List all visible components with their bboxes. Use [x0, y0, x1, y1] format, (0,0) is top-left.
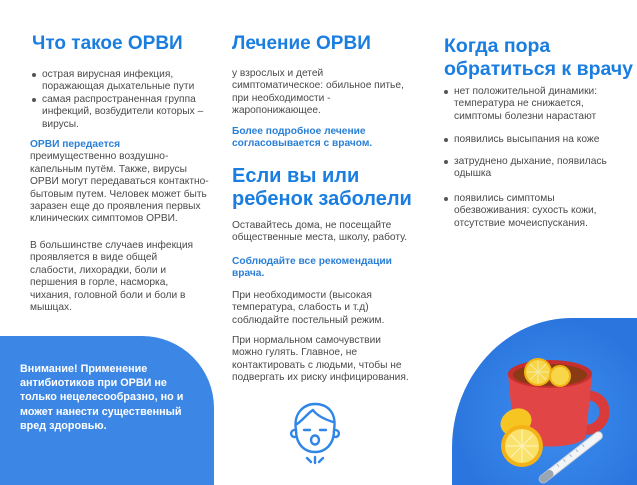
- bed-rest-text: При необходимости (высокая температура, слабость и т.д) соблюдайте постельный режим.: [232, 290, 385, 326]
- tea-lemon-thermometer-illustration: [452, 318, 637, 485]
- heading-treatment: Лечение ОРВИ: [232, 33, 371, 54]
- see-doctor-list-2: [442, 134, 617, 146]
- see-doctor-list-3: [442, 156, 617, 181]
- treatment-text: у взрослых и детей симптоматическое: обильное питье, при необходимости - жаропонижающее.: [232, 68, 404, 117]
- list-item: острая вирусная инфекция, поражающая дыхательные пути: [30, 69, 210, 94]
- follow-recommendations-text: Соблюдайте все рекомендации врача.: [232, 256, 392, 280]
- see-doctor-list: [442, 86, 617, 123]
- heading-see-doctor: Когда пора обратиться к врачу: [444, 35, 634, 80]
- see-doctor-list-4: [442, 193, 617, 230]
- transmission-text: преимущественно воздушно-капельным путём. Также, вирусы ОРВИ могут передаваться контактно-бытовым путем. Человек может быть заразен еще до проявления первых клинических симптомов ОРВИ.: [30, 151, 209, 225]
- walk-text: При нормальном самочувствии можно гулять. Главное, не контактировать с людьми, чтобы не подвергать их риску инфицирования.: [232, 335, 409, 384]
- heading-what-is-arvi: Что такое ОРВИ: [32, 33, 183, 54]
- symptoms-text: В большинстве случаев инфекция проявляется в виде общей слабости, лихорадки, боли и першения в горле, насморка, чихания, головной боли и боли в мышцах.: [30, 240, 194, 314]
- list-item: нет положительной динамики: температура не снижается, симптомы болезни нарастают: [442, 86, 617, 123]
- heading-if-sick: Если вы или ребенок заболели: [232, 165, 412, 210]
- more-info-text: Более подробное лечение согласовывается с врачом.: [232, 126, 373, 150]
- warning-text: Внимание! Применение антибиотиков при ОРВИ не только нецелесообразно, но и может нанести существенный вред здоровью.: [20, 363, 184, 432]
- transmission-block: [30, 139, 210, 226]
- column-treatment: [215, 0, 422, 485]
- list-item: появились симптомы обезвоживания: сухость кожи, отсутствие мочеиспускания.: [442, 193, 617, 230]
- list-item: появились высыпания на коже: [442, 134, 617, 146]
- column-what-is-arvi: [0, 0, 215, 485]
- arvi-definition-list: [30, 69, 210, 131]
- list-item: затруднено дыхание, появилась одышка: [442, 156, 617, 181]
- list-item: самая распространенная группа инфекций, возбудители которых – вирусы.: [30, 94, 210, 131]
- sneezing-person-icon: [287, 400, 343, 466]
- transmission-title: ОРВИ передается: [30, 139, 121, 150]
- stay-home-text: Оставайтесь дома, не посещайте общественные места, школу, работу.: [232, 220, 408, 244]
